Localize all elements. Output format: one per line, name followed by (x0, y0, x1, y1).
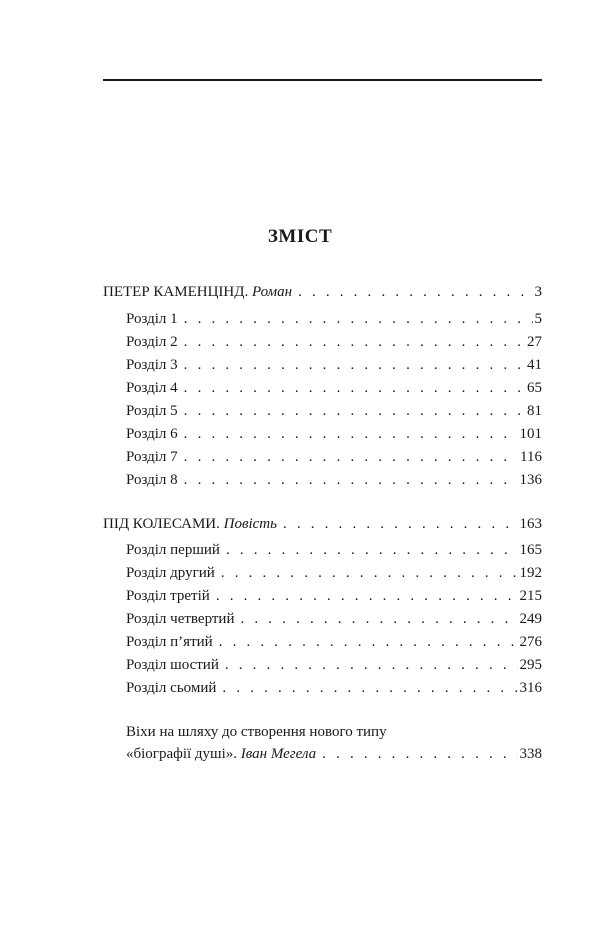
leader-dots (216, 586, 518, 606)
toc-chapter[interactable] (126, 609, 542, 629)
toc-chapter[interactable] (126, 309, 542, 329)
section-genre: Повість (223, 516, 277, 532)
toc-chapter[interactable] (126, 378, 542, 398)
leader-dots (219, 632, 518, 652)
leader-dots (184, 470, 518, 490)
chapter-label: Розділ перший (126, 542, 220, 558)
page-number: 5 (534, 311, 542, 327)
chapter-label: Розділ 8 (126, 472, 178, 488)
page-number: 81 (527, 403, 542, 419)
page-number: 276 (519, 634, 542, 650)
toc-chapter[interactable] (126, 447, 542, 467)
toc-chapter[interactable] (126, 332, 542, 352)
leader-dots (184, 424, 518, 444)
toc-epilogue[interactable] (126, 744, 542, 764)
leader-dots (184, 309, 533, 329)
chapter-label: Розділ 6 (126, 426, 178, 442)
chapter-label: Розділ 2 (126, 334, 178, 350)
toc-chapter[interactable] (126, 678, 542, 698)
leader-dots (184, 332, 525, 352)
toc-chapter[interactable] (126, 401, 542, 421)
page-number: 295 (519, 657, 542, 673)
chapter-label: Розділ 5 (126, 403, 178, 419)
page-number: 165 (519, 542, 542, 558)
epilogue-title-line1: Віхи на шляху до створення нового типу (126, 724, 387, 740)
page-title: ЗМІСТ (267, 226, 333, 247)
leader-dots (222, 678, 517, 698)
toc-section-peter-kamenzind[interactable] (103, 282, 542, 302)
page-number: 163 (519, 516, 542, 532)
leader-dots (322, 744, 517, 764)
leader-dots (184, 378, 525, 398)
leader-dots (184, 447, 518, 467)
toc-chapter[interactable] (126, 563, 542, 583)
toc-chapter[interactable] (126, 470, 542, 490)
section-title: ПЕТЕР КАМЕНЦІНД. (103, 284, 249, 300)
page-number: 316 (519, 680, 542, 696)
page-number: 27 (527, 334, 542, 350)
chapter-label: Розділ 7 (126, 449, 178, 465)
page-number: 136 (519, 472, 542, 488)
leader-dots (184, 355, 525, 375)
page-number: 192 (519, 565, 542, 581)
leader-dots (283, 514, 518, 534)
leader-dots (226, 540, 518, 560)
chapter-label: Розділ другий (126, 565, 215, 581)
chapter-label: Розділ п’ятий (126, 634, 213, 650)
leader-dots (298, 282, 532, 302)
leader-dots (184, 401, 525, 421)
toc-chapter[interactable] (126, 632, 542, 652)
chapter-label: Розділ сьомий (126, 680, 217, 696)
page-number: 338 (519, 746, 542, 762)
top-rule (103, 79, 542, 81)
chapter-label: Розділ четвертий (126, 611, 235, 627)
page-number: 215 (519, 588, 542, 604)
toc-chapter[interactable] (126, 355, 542, 375)
page-number: 249 (519, 611, 542, 627)
toc-chapter[interactable] (126, 540, 542, 560)
toc-section-under-the-wheel[interactable] (103, 514, 542, 534)
page-number: 3 (534, 284, 542, 300)
page-number: 101 (519, 426, 542, 442)
leader-dots (225, 655, 518, 675)
chapter-label: Розділ 3 (126, 357, 178, 373)
chapter-label: Розділ третій (126, 588, 210, 604)
leader-dots (221, 563, 518, 583)
chapter-label: Розділ 1 (126, 311, 178, 327)
section-genre: Роман (251, 284, 293, 300)
page-number: 65 (527, 380, 542, 396)
leader-dots (240, 609, 517, 629)
epilogue-title-line2: «біографії душі». (126, 746, 238, 762)
toc-chapter[interactable] (126, 655, 542, 675)
page-number: 41 (527, 357, 542, 373)
toc-chapter[interactable] (126, 586, 542, 606)
section-title: ПІД КОЛЕСАМИ. (103, 516, 220, 532)
toc-chapter[interactable] (126, 424, 542, 444)
page-number: 116 (520, 449, 542, 465)
epilogue-author: Іван Мегела (240, 746, 317, 762)
chapter-label: Розділ шостий (126, 657, 219, 673)
chapter-label: Розділ 4 (126, 380, 178, 396)
